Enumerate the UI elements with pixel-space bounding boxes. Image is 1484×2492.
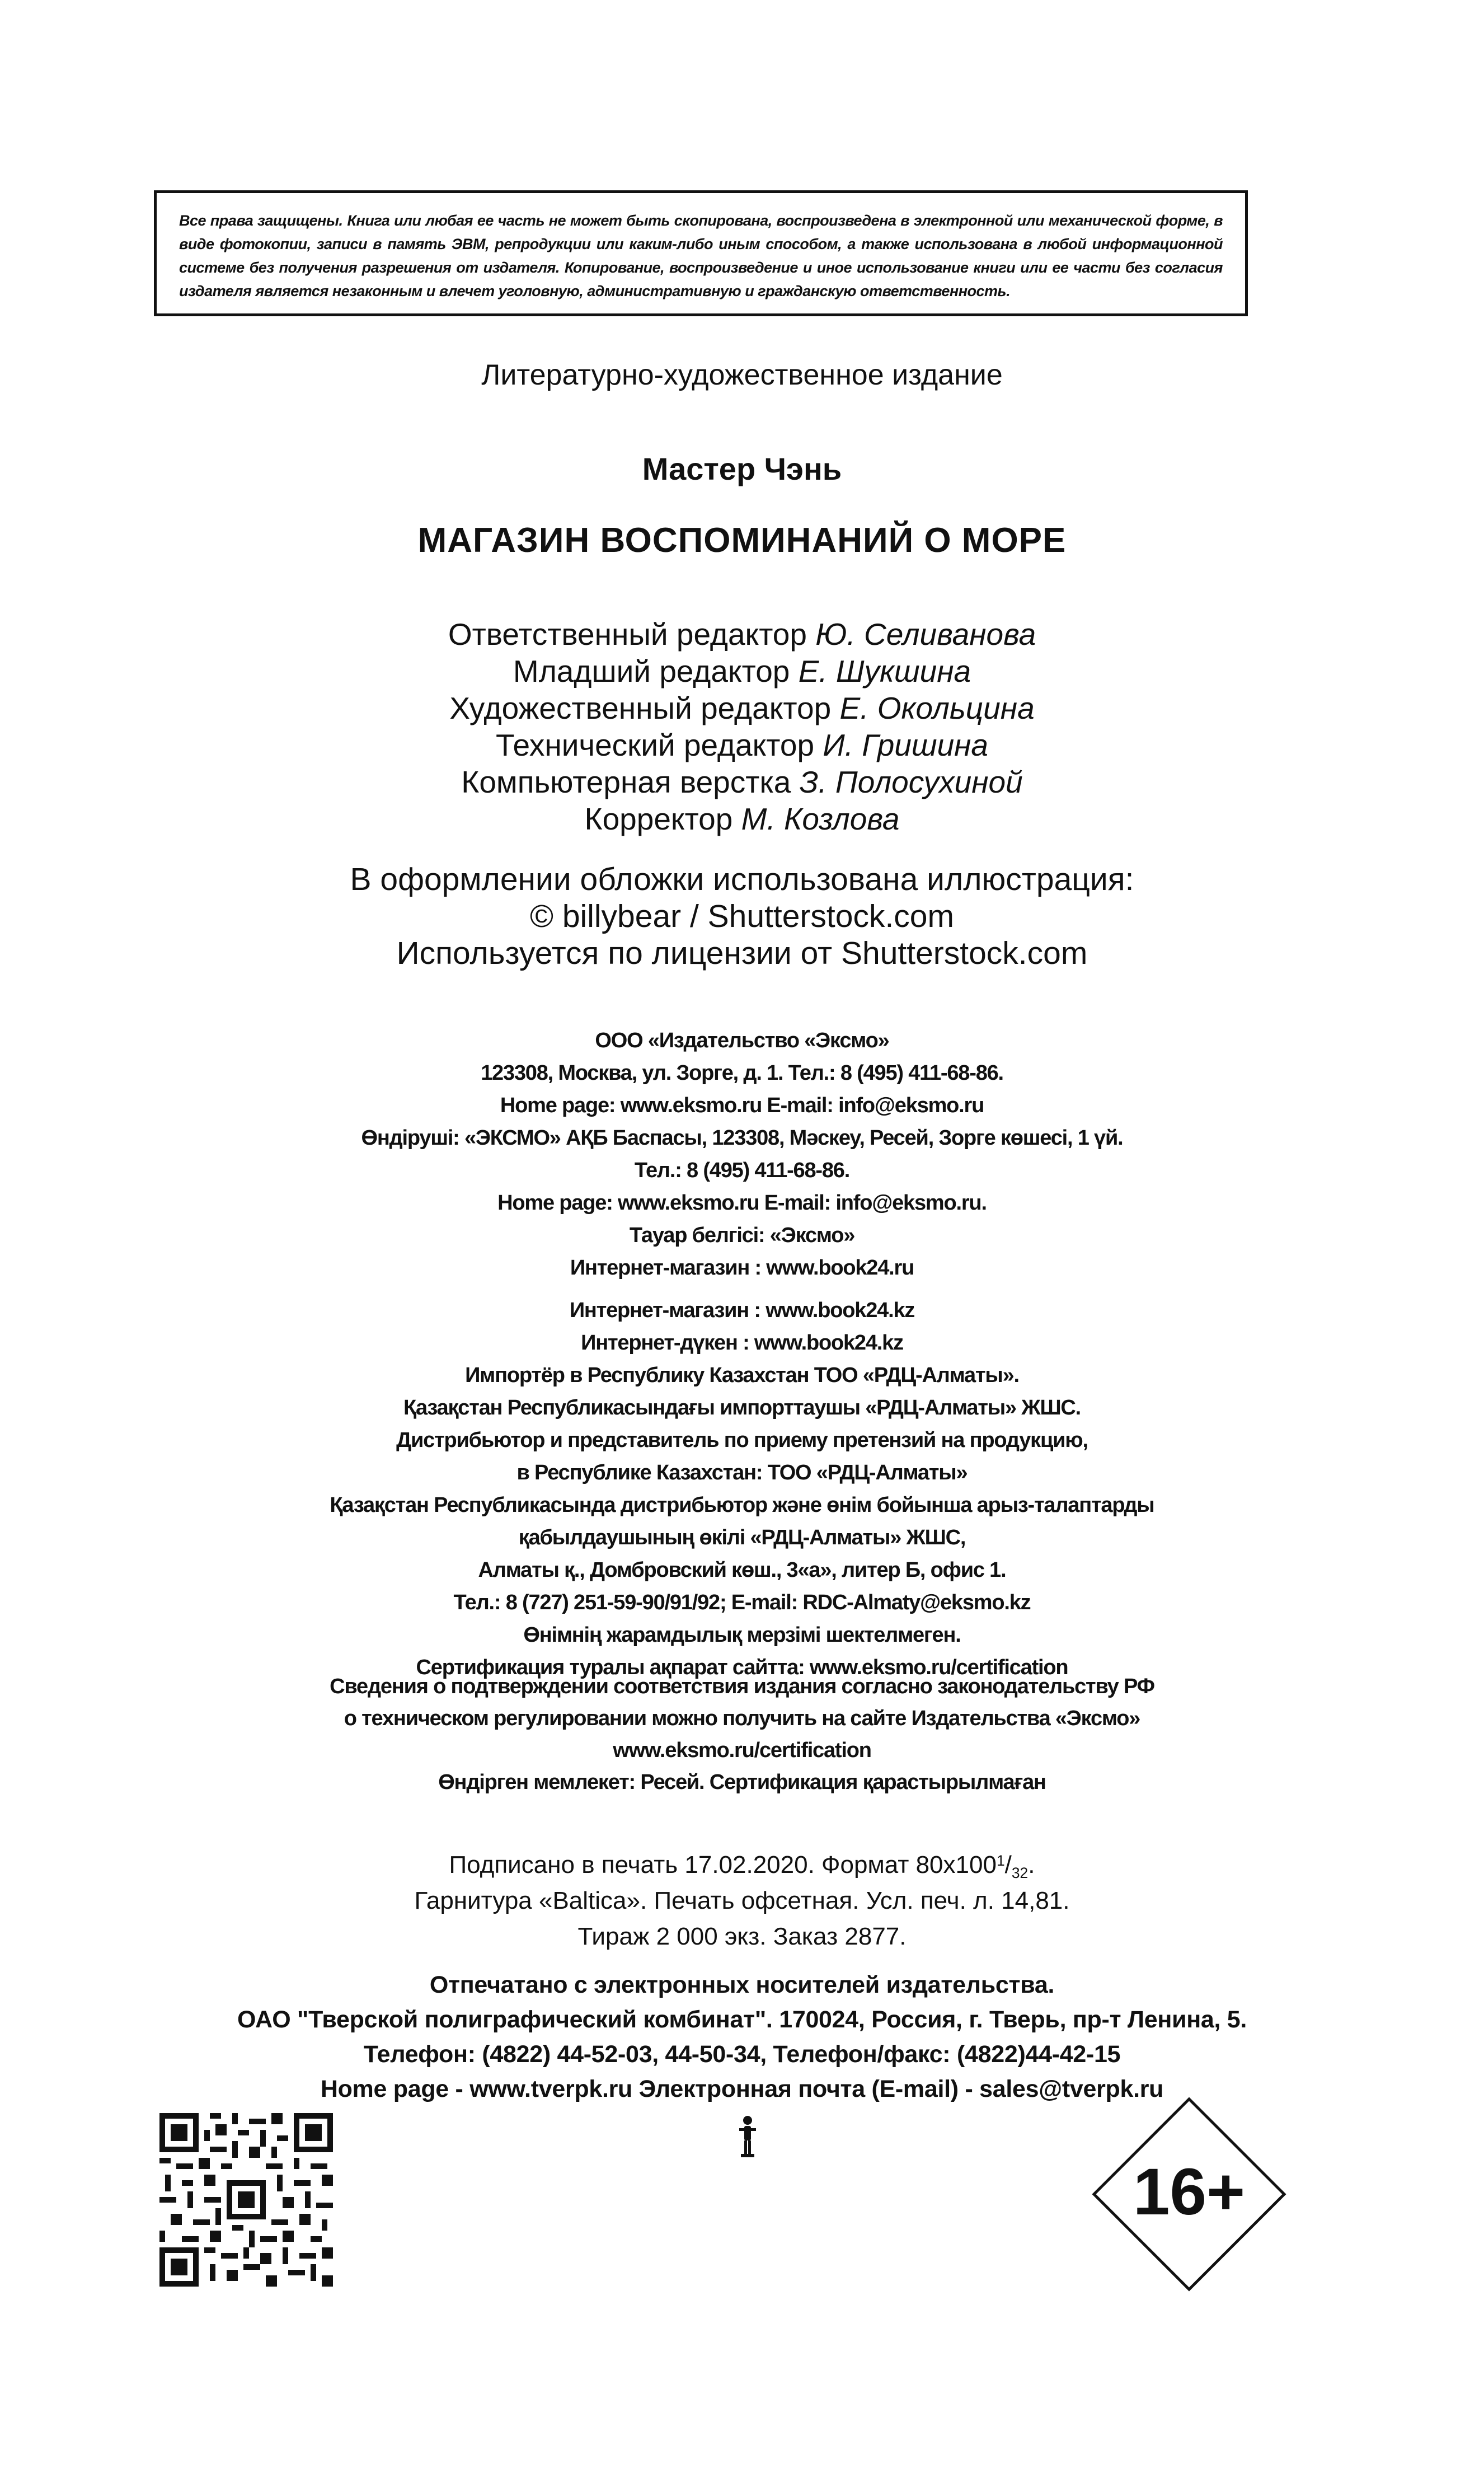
author-name: Мастер Чэнь (642, 451, 842, 486)
publisher-kz-maker: Өндіруші: «ЭКСМО» АҚБ Баспасы, 123308, Мәскеу, Ресей, Зорге көшесі, 1 үй. (361, 1126, 1123, 1150)
format-denominator: 32 (1011, 1865, 1029, 1882)
conformity-line: о техническом регулировании можно получить на сайте Издательства «Эксмо» (344, 1707, 1140, 1730)
credit-person: М. Козлова (741, 802, 900, 836)
distributor-address: Алматы қ., Домбровский көш., 3«а», литер Б, офис 1. (478, 1558, 1006, 1582)
shop-kz2 (0, 1327, 1484, 1359)
credit-person: З. Полосухиной (799, 765, 1023, 799)
printer-info (0, 1968, 1484, 2106)
conformity-line: Сведения о подтверждении соответствия издания согласно законодательству РФ (330, 1675, 1154, 1698)
book-title: МАГАЗИН ВОСПОМИНАНИЙ О МОРЕ (417, 521, 1067, 560)
printer-line: Телефон: (4822) 44-52-03, 44-50-34, Телефон/факс: (4822)44-42-15 (363, 2041, 1121, 2068)
credit-line (0, 763, 1484, 800)
cover-line: В оформлении обложки использована иллюстрация: (350, 861, 1134, 897)
print-specs (0, 1847, 1484, 1955)
credit-role: Технический редактор (495, 728, 815, 762)
cover-line: Используется по лицензии от Shutterstock.com (396, 935, 1088, 971)
signed-line: Подписано в печать 17.02.2020. Формат $80x100^1/_{32}$. (449, 1851, 1035, 1882)
publisher-logo-icon (738, 2115, 758, 2160)
publisher-address: 123308, Москва, ул. Зорге, д. 1. Тел.: 8 (495) 411-68-86. (481, 1061, 1003, 1085)
shop-ru (0, 1252, 1484, 1284)
importer-ru: Импортёр в Республику Казахстан ТОО «РДЦ-Алматы». (465, 1364, 1019, 1387)
qr-code-icon (159, 2113, 333, 2287)
conformity-notice (0, 1671, 1484, 1798)
cover-line: © billybear / Shutterstock.com (530, 898, 954, 934)
credit-role: Ответственный редактор (448, 617, 807, 652)
credit-person: И. Гришина (823, 728, 989, 762)
run-line: Тираж 2 000 экз. Заказ 2877. (577, 1923, 907, 1950)
shop-url: : www.book24.kz (737, 1331, 903, 1355)
credit-person: Е. Шукшина (798, 654, 971, 688)
credit-line (0, 727, 1484, 763)
credits-list (0, 616, 1484, 837)
credit-role: Компьютерная верстка (461, 765, 791, 799)
credit-line (0, 616, 1484, 653)
shop-label: Интернет-магазин (569, 1299, 749, 1322)
printer-line: Home page - www.tverpk.ru Электронная почта (E-mail) - sales@tverpk.ru (320, 2076, 1164, 2102)
credit-role: Художественный редактор (449, 691, 832, 725)
typeface-line: Гарнитура «Baltica». Печать офсетная. Усл. печ. л. 14,81. (414, 1887, 1070, 1914)
publisher-kz-phone: Тел.: 8 (495) 411-68-86. (634, 1159, 850, 1182)
genre-line: Литературно-художественное издание (481, 359, 1003, 391)
shop-url: : www.book24.kz (749, 1299, 915, 1322)
printer-line: Отпечатано с электронных носителей издательства. (429, 1971, 1055, 1998)
age-rating-label: 16+ (1133, 2155, 1246, 2229)
distributor-contact: Тел.: 8 (727) 251-59-90/91/92; E-mail: RDC-Almaty@eksmo.kz (453, 1591, 1031, 1614)
publisher-name: ООО «Издательство «Эксмо» (595, 1029, 889, 1052)
age-rating-badge (1091, 2096, 1287, 2292)
credit-role: Младший редактор (513, 654, 790, 688)
credit-line (0, 800, 1484, 837)
publisher-trademark: Тауар белгісі: «Эксмо» (629, 1224, 855, 1247)
publisher-info (0, 1024, 1484, 1684)
shelf-life: Өнімнің жарамдылық мерзімі шектелмеген. (523, 1623, 961, 1647)
importer-kz: Қазақстан Республикасындағы импорттаушы «РДЦ-Алматы» ЖШС. (403, 1396, 1081, 1420)
publisher-kz-web: Home page: www.eksmo.ru E-mail: info@eksmo.ru. (497, 1191, 987, 1215)
shop-label: Интернет-дүкен (581, 1331, 738, 1355)
shop-url: : www.book24.ru (749, 1256, 914, 1280)
distributor-line-1: Дистрибьютор и представитель по приему претензий на продукцию, (396, 1428, 1088, 1452)
shop-label: Интернет-магазин (570, 1256, 750, 1280)
copyright-notice: Все права защищены. Книга или любая ее часть не может быть скопирована, воспроизведена в электронной или механической форме, в виде фотокопии, записи в память ЭВМ, репродукции или каким-либо иным способом, а также использована в любой информационной системе без получения разрешения от издателя. Копирование, воспроизведение и иное использование книги или ее части без согласия издателя является незаконным и влечет уголовную, административную и гражданскую ответственность. (154, 190, 1248, 316)
certification-kz: Сертификация туралы ақпарат сайтта: www.eksmo.ru/certification (416, 1656, 1068, 1679)
shop-kz (0, 1294, 1484, 1327)
publisher-web: Home page: www.eksmo.ru E-mail: info@eksmo.ru (500, 1094, 984, 1117)
credit-role: Корректор (584, 802, 733, 836)
conformity-line: Өндірген мемлекет: Ресей. Сертификация қарастырылмаған (438, 1770, 1046, 1794)
credit-person: Е. Окольцина (839, 691, 1035, 725)
credit-line (0, 690, 1484, 727)
credit-person: Ю. Селиванова (815, 617, 1036, 652)
distributor-kz-line-2: қабылдаушының өкілі «РДЦ-Алматы» ЖШС, (518, 1526, 966, 1549)
conformity-line: www.eksmo.ru/certification (613, 1739, 871, 1762)
format-numerator: 1 (996, 1852, 1005, 1869)
cover-illustration-credit (0, 861, 1484, 972)
printer-line: ОАО "Тверской полиграфический комбинат". 170024, Россия, г. Тверь, пр-т Ленина, 5. (237, 2006, 1247, 2033)
distributor-kz-line-1: Қазақстан Республикасында дистрибьютор және өнім бойынша арыз-талаптарды (330, 1493, 1154, 1517)
distributor-line-2: в Республике Казахстан: ТОО «РДЦ-Алматы» (516, 1461, 968, 1484)
credit-line (0, 653, 1484, 690)
